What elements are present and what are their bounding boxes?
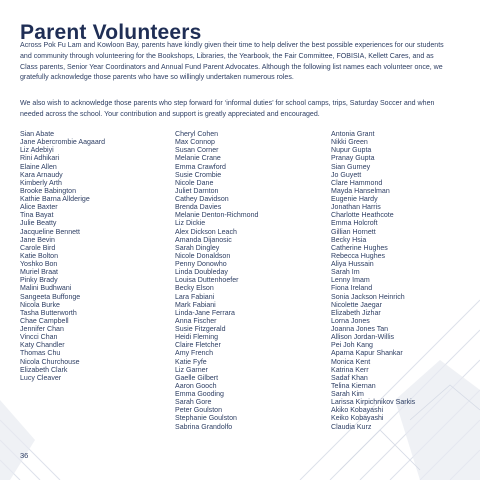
volunteer-name: Cheryl Cohen [175, 131, 219, 138]
volunteer-name: Jane Bevin [20, 236, 55, 244]
volunteer-name: Emma Holcroft [331, 220, 378, 228]
volunteer-name: Amy French [175, 350, 213, 358]
volunteer-name: Melanie Denton-Richmond [175, 212, 259, 220]
volunteer-name: Sarah Im [331, 269, 360, 277]
volunteer-name: Elizabeth Clark [20, 366, 68, 374]
volunteer-name: Akiko Kobayashi [331, 407, 384, 415]
volunteer-name: Brenda Davies [175, 204, 222, 212]
volunteer-name: Nicola Burke [20, 301, 60, 309]
volunteer-name: Yoshko Bon [20, 261, 58, 268]
volunteer-name: Sarah Dingley [175, 244, 220, 252]
volunteer-name: Mayda Hanselman [331, 187, 390, 195]
volunteer-column-2 [175, 131, 258, 432]
volunteer-name: Larissa Kirpichnikov Sarkis [331, 399, 416, 407]
volunteer-name: Telina Kiernan [331, 382, 376, 390]
pattern-shape-2 [0, 400, 35, 480]
volunteer-name: Lenny Imam [331, 277, 370, 285]
volunteer-name: Pranay Gupta [331, 155, 375, 163]
volunteer-name: Juliet Darnton [175, 187, 219, 195]
volunteer-name: Eugenie Hardy [331, 196, 378, 203]
volunteer-name: Lorna Jones [331, 317, 370, 325]
volunteer-name: Aparna Kapur Shankar [331, 350, 403, 358]
volunteer-name: Elizabeth Jizhar [331, 309, 381, 317]
volunteer-name: Julie Beatty [20, 220, 57, 228]
volunteer-column-1 [20, 131, 105, 383]
volunteer-name: Elaine Allen [20, 163, 57, 171]
volunteer-name: Carole Bird [20, 244, 56, 252]
volunteer-name: Pinky Brady [20, 277, 58, 285]
volunteer-name: Susan Corner [175, 147, 219, 155]
volunteer-name: Jane Abercrombie Aagaard [20, 139, 106, 147]
volunteer-name: Penny Donowho [175, 261, 227, 268]
volunteer-name: Fiona Ireland [331, 285, 373, 293]
volunteer-name: Nikki Green [331, 139, 368, 147]
volunteer-name: Muriel Braat [20, 269, 58, 277]
acknowledgement-paragraph: We also wish to acknowledge those parents who step forward for ‘informal duties’ for school camps, trips, Saturday Soccer and when needed across the school. Your contribution and support is greatly appreciated and encouraged. [20, 100, 435, 118]
volunteer-name: Lara Fabiani [175, 293, 215, 301]
volunteer-name: Liz Adebiyi [20, 147, 54, 155]
volunteer-name: Susie Fitzgerald [175, 326, 226, 333]
volunteer-name: Liz Garner [175, 366, 208, 374]
volunteer-name: Catherine Hughes [331, 244, 388, 252]
volunteer-name: Melanie Crane [175, 155, 221, 163]
volunteer-name: Rini Adhikari [20, 155, 60, 163]
volunteer-name: Brooke Babington [20, 187, 77, 195]
volunteer-name: Claudia Kurz [331, 423, 372, 431]
volunteer-name: Kathie Barna Allderige [20, 196, 90, 203]
volunteer-name: Gillian Hornett [331, 228, 376, 236]
volunteer-name: Katie Bolton [20, 252, 59, 260]
volunteer-name: Becky Hsia [331, 236, 367, 244]
volunteer-name: Sian Abate [20, 131, 55, 138]
volunteer-name: Thomas Chu [20, 350, 61, 358]
volunteer-name: Katy Chandler [20, 342, 65, 350]
volunteer-name: Peter Goulston [175, 407, 223, 415]
volunteer-name: Sarah Kim [331, 391, 364, 398]
volunteer-name: Emma Gooding [175, 391, 224, 398]
volunteer-name: Joanna Jones Tan [331, 326, 389, 333]
volunteer-name: Sabrina Grandolfo [175, 423, 233, 431]
volunteer-name: Chae Campbell [20, 317, 69, 325]
volunteer-name: Nupur Gupta [331, 147, 372, 155]
volunteer-name: Louisa Duttenhoefer [175, 277, 239, 285]
volunteer-name: Stephanie Goulston [175, 415, 237, 423]
volunteer-name: Aaron Gooch [175, 382, 217, 390]
volunteer-name: Linda Doubleday [175, 269, 228, 277]
volunteer-name: Linda-Jane Ferrara [175, 309, 235, 317]
volunteer-name: Jennifer Chan [20, 326, 64, 333]
volunteer-name: Monica Kent [331, 358, 371, 366]
volunteer-name: Gaelle Gilbert [175, 374, 219, 382]
volunteer-name: Charlotte Heathcote [331, 212, 394, 220]
intro-paragraph: Across Pok Fu Lam and Kowloon Bay, parents have kindly given their time to help deliver the best possible experiences for our students and community through volunteering for the Bookshops, Libraries, the Yearbook, the Fair Committee, FOBISIA, Kellett Cares, and as Class parents, Senior Year Coordinators and Annual Fund Parent Advocates. Although the following list names each volunteer once, we gratefully acknowledge those parents who have so willingly undertaken numerous roles. [20, 42, 444, 82]
volunteer-name: Becky Elson [175, 285, 214, 293]
volunteer-name: Alice Baxter [20, 204, 58, 212]
volunteer-name: Alex Dickson Leach [175, 228, 237, 236]
volunteer-name: Amanda Dijanosic [175, 236, 232, 244]
volunteer-name: Allison Jordan-Willis [331, 334, 395, 342]
volunteer-name: Anna Fischer [175, 317, 217, 325]
volunteer-name: Sonia Jackson Heinrich [331, 293, 405, 301]
page-number: 36 [20, 451, 29, 460]
page-title: Parent Volunteers [20, 21, 202, 45]
volunteer-name: Jo Guyett [331, 171, 362, 179]
volunteer-name: Sarah Gore [175, 399, 212, 407]
volunteer-name: Sian Gurney [331, 163, 371, 171]
volunteer-name: Keiko Kobayashi [331, 415, 384, 423]
volunteer-name: Pei Joh Kang [331, 342, 373, 350]
volunteer-name: Nicolette Jaegar [331, 301, 382, 309]
volunteer-name: Jonathan Harris [331, 204, 381, 212]
volunteer-name: Sadaf Khan [331, 374, 368, 382]
volunteer-name: Jacqueline Bennett [20, 228, 80, 236]
volunteer-name: Max Connop [175, 139, 215, 147]
volunteer-name: Cathey Davidson [175, 196, 229, 203]
volunteer-name: Nicola Churchouse [20, 358, 80, 366]
volunteer-name: Tina Bayat [20, 212, 54, 220]
volunteer-column-3 [331, 131, 415, 432]
volunteer-name: Malini Budhwani [20, 285, 72, 293]
volunteer-name: Lucy Cleaver [20, 374, 62, 382]
volunteer-name: Rebecca Hughes [331, 252, 386, 260]
volunteer-name: Sangeeta Buffonge [20, 293, 81, 301]
volunteer-name: Emma Crawford [175, 163, 226, 171]
volunteer-name: Aliya Hussain [331, 261, 374, 268]
volunteer-name: Susie Crombie [175, 171, 222, 179]
volunteer-name: Tasha Butterworth [20, 309, 77, 317]
volunteer-name: Kimberly Arth [20, 179, 62, 187]
volunteer-name: Katrina Kerr [331, 366, 369, 374]
volunteer-name: Heidi Fleming [175, 334, 219, 342]
volunteer-name: Kara Arnaudy [20, 171, 63, 179]
volunteer-name: Nicole Dane [175, 179, 214, 187]
volunteer-name: Liz Dickie [175, 220, 206, 228]
volunteer-name: Nicole Donaldson [175, 252, 231, 260]
volunteer-name: Antonia Grant [331, 131, 375, 138]
volunteer-name: Clare Hammond [331, 179, 383, 187]
volunteer-name: Claire Fletcher [175, 342, 221, 350]
volunteer-name: Mark Fabiani [175, 301, 216, 309]
volunteer-name: Vincci Chan [20, 334, 58, 342]
volunteer-name: Katie Fyfe [175, 358, 207, 366]
